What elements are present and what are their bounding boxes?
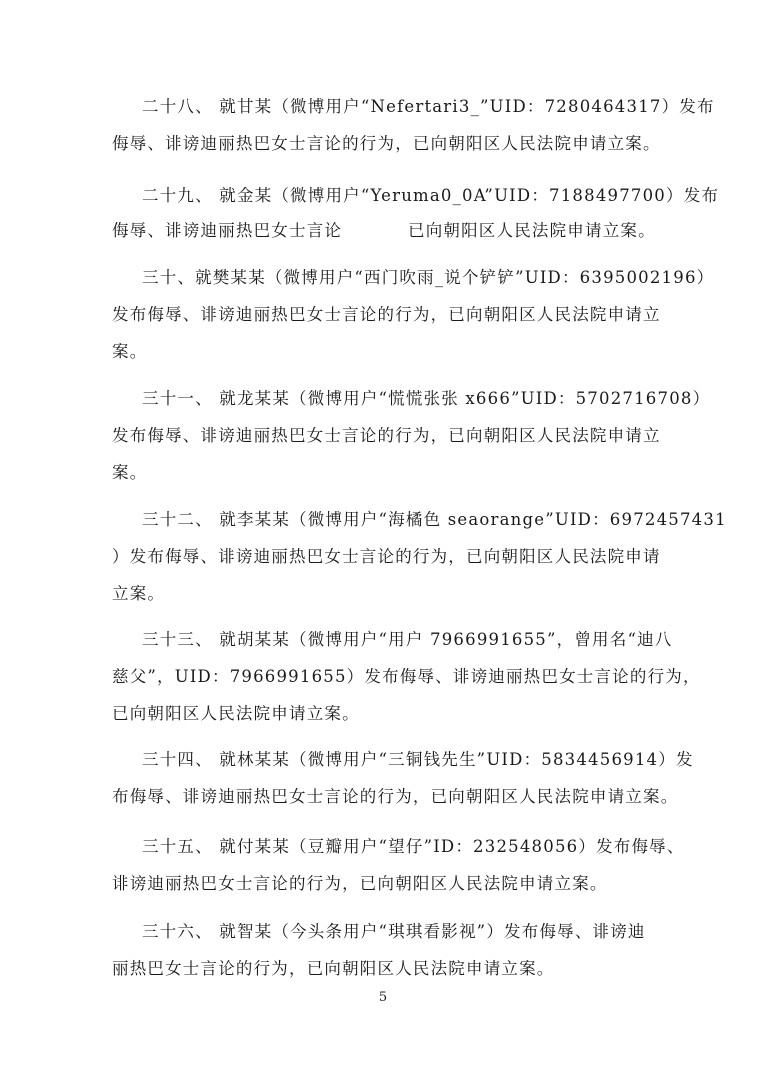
paragraph-line: 三十四、 就林某某（微博用户“三铜钱先生”UID：5834456914）发: [142, 750, 694, 769]
paragraph-line: 发布侮辱、诽谤迪丽热巴女士言论的行为，已向朝阳区人民法院申请立: [112, 426, 661, 445]
paragraph-line: 三十一、 就龙某某（微博用户“慌慌张张 x666”UID：5702716708）: [142, 389, 711, 408]
paragraph-line: 案。: [112, 463, 148, 482]
paragraph-line: 案。: [112, 342, 148, 361]
paragraph-line: 慈父”，UID：7966991655）发布侮辱、诽谤迪丽热巴女士言论的行为，: [112, 667, 701, 686]
paragraph-line: 三十六、 就智某（今头条用户“琪琪看影视”）发布侮辱、诽谤迪: [142, 922, 646, 941]
paragraph-line-part: 侮辱、诽谤迪丽热巴女士言论: [112, 221, 343, 240]
paragraph-line: 二十八、 就甘某（微博用户“Nefertari3_”UID：7280464317）发布: [142, 97, 715, 116]
paragraph-line: 立案。: [112, 584, 166, 603]
paragraph-line: 三十五、 就付某某（豆瓣用户“望仔”ID：232548056）发布侮辱、: [142, 837, 685, 856]
paragraph-line: 布侮辱、诽谤迪丽热巴女士言论的行为，已向朝阳区人民法院申请立案。: [112, 787, 679, 806]
paragraph-line-part: 已向朝阳区人民法院申请立案。: [408, 221, 656, 240]
paragraph-line: 三十三、 就胡某某（微博用户“用户 7966991655”，曾用名“迪八: [142, 630, 673, 649]
paragraph-line: 发布侮辱、诽谤迪丽热巴女士言论的行为，已向朝阳区人民法院申请立: [112, 305, 661, 324]
paragraph-line: 侮辱、诽谤迪丽热巴女士言论的行为，已向朝阳区人民法院申请立案。: [112, 134, 661, 153]
page-number: 5: [378, 990, 388, 1005]
paragraph-line: ）发布侮辱、诽谤迪丽热巴女士言论的行为，已向朝阳区人民法院申请: [112, 547, 661, 566]
paragraph-line: 已向朝阳区人民法院申请立案。: [112, 704, 360, 723]
paragraph-line: 二十九、 就金某（微博用户“Yeruma0_0A”UID：7188497700）发布: [142, 186, 720, 205]
paragraph-line: 丽热巴女士言论的行为，已向朝阳区人民法院申请立案。: [112, 959, 555, 978]
paragraph-line: 三十二、 就李某某（微博用户“海橘色 seaorange”UID：6972457431: [142, 510, 727, 529]
paragraph-line: 三十、就樊某某（微博用户“西门吹雨_说个铲铲”UID：6395002196）: [142, 268, 715, 287]
paragraph-line: 诽谤迪丽热巴女士言论的行为，已向朝阳区人民法院申请立案。: [112, 874, 608, 893]
